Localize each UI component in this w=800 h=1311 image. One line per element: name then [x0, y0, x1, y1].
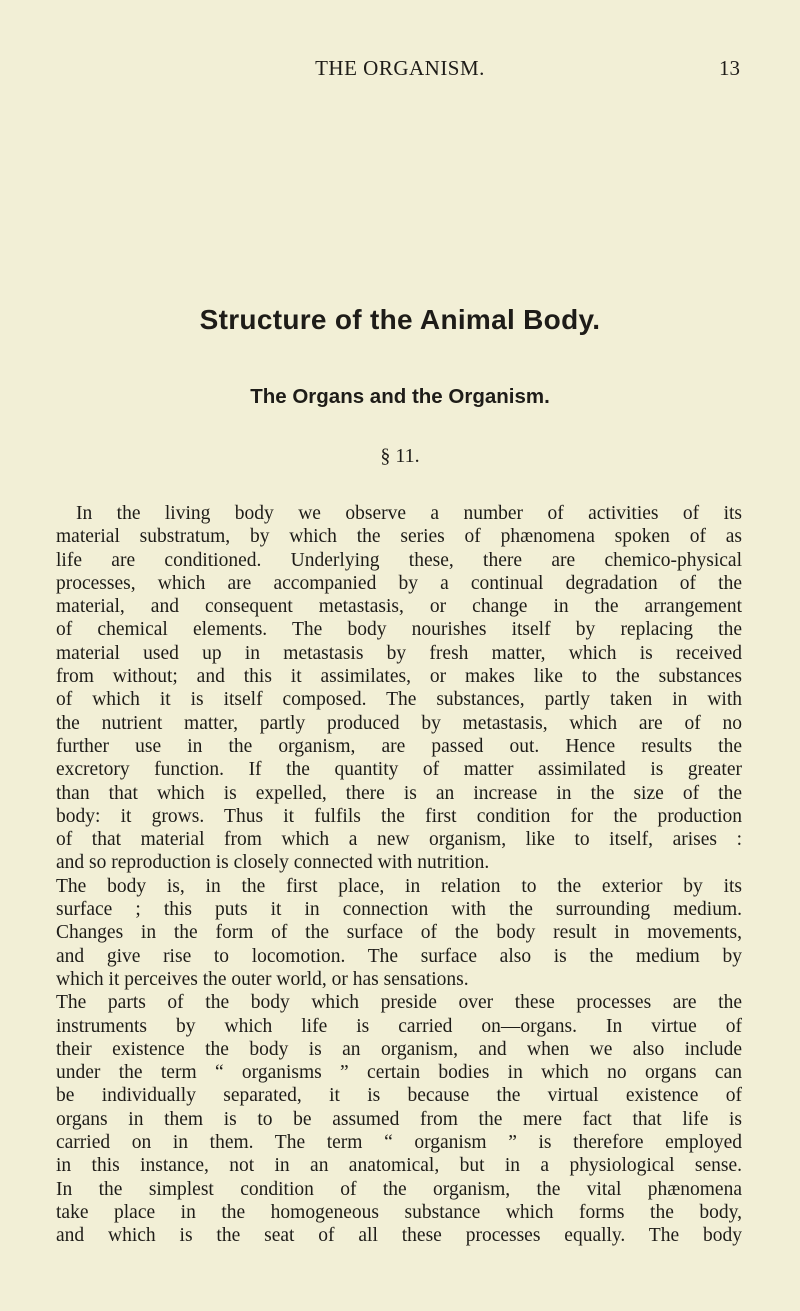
- body-line: and which is the seat of all these processes equally. The body: [56, 1225, 742, 1247]
- section-number: § 11.: [380, 445, 420, 467]
- body-line: under the term “ organisms ” certain bodies in which no organs can: [56, 1062, 742, 1084]
- body-line: excretory function. If the quantity of matter assimilated is greater: [56, 759, 742, 781]
- body-line: organs in them is to be assumed from the mere fact that life is: [56, 1108, 742, 1130]
- body-line: of chemical elements. The body nourishes itself by replacing the: [56, 619, 742, 641]
- body-line: take place in the homogeneous substance which forms the body,: [56, 1201, 742, 1223]
- body-line: carried on in them. The term “ organism ” is therefore employed: [56, 1132, 742, 1154]
- body-line: The body is, in the first place, in relation to the exterior by its: [56, 875, 742, 897]
- body-line: than that which is expelled, there is an increase in the size of the: [56, 782, 742, 804]
- body-line: material used up in metastasis by fresh matter, which is received: [56, 642, 742, 664]
- body-line: be individually separated, it is because the virtual existence of: [56, 1085, 742, 1107]
- body-line: In the simplest condition of the organism, the vital phænomena: [56, 1178, 742, 1200]
- body-line: and give rise to locomotion. The surface also is the medium by: [56, 945, 742, 967]
- body-line: life are conditioned. Underlying these, there are chemico-physical: [56, 549, 742, 571]
- body-line: In the living body we observe a number of activities of its: [76, 503, 742, 524]
- body-line: which it perceives the outer world, or has sensations.: [56, 968, 469, 990]
- body-line: body: it grows. Thus it fulfils the first condition for the production: [56, 805, 742, 827]
- chapter-title: Structure of the Animal Body.: [199, 304, 601, 335]
- body-line: the nutrient matter, partly produced by metastasis, which are of no: [56, 712, 742, 734]
- body-line: The parts of the body which preside over these processes are the: [56, 992, 742, 1014]
- running-head: [0, 56, 800, 86]
- body-line: from without; and this it assimilates, or makes like to the substances: [56, 666, 742, 688]
- body-line: material, and consequent metastasis, or change in the arrangement: [56, 596, 742, 618]
- body-line: processes, which are accompanied by a continual degradation of the: [56, 572, 742, 594]
- body-text: [56, 502, 742, 1248]
- body-line: and so reproduction is closely connected with nutrition.: [56, 852, 490, 874]
- section-title: The Organs and the Organism.: [250, 385, 550, 408]
- body-line: of which it is itself composed. The substances, partly taken in with: [56, 689, 742, 711]
- body-line: Changes in the form of the surface of the body result in movements,: [56, 922, 742, 944]
- body-line: instruments by which life is carried on—organs. In virtue of: [56, 1015, 742, 1037]
- body-line: further use in the organism, are passed out. Hence results the: [56, 735, 742, 757]
- page-number: 13: [719, 56, 740, 80]
- body-line: surface ; this puts it in connection with the surrounding medium.: [56, 899, 742, 921]
- body-line: in this instance, not in an anatomical, but in a physiological sense.: [56, 1155, 742, 1177]
- body-line: of that material from which a new organism, like to itself, arises :: [56, 829, 742, 851]
- running-title: THE ORGANISM.: [315, 56, 485, 80]
- body-line: material substratum, by which the series of phænomena spoken of as: [56, 526, 742, 548]
- body-line: their existence the body is an organism, and when we also include: [56, 1038, 742, 1060]
